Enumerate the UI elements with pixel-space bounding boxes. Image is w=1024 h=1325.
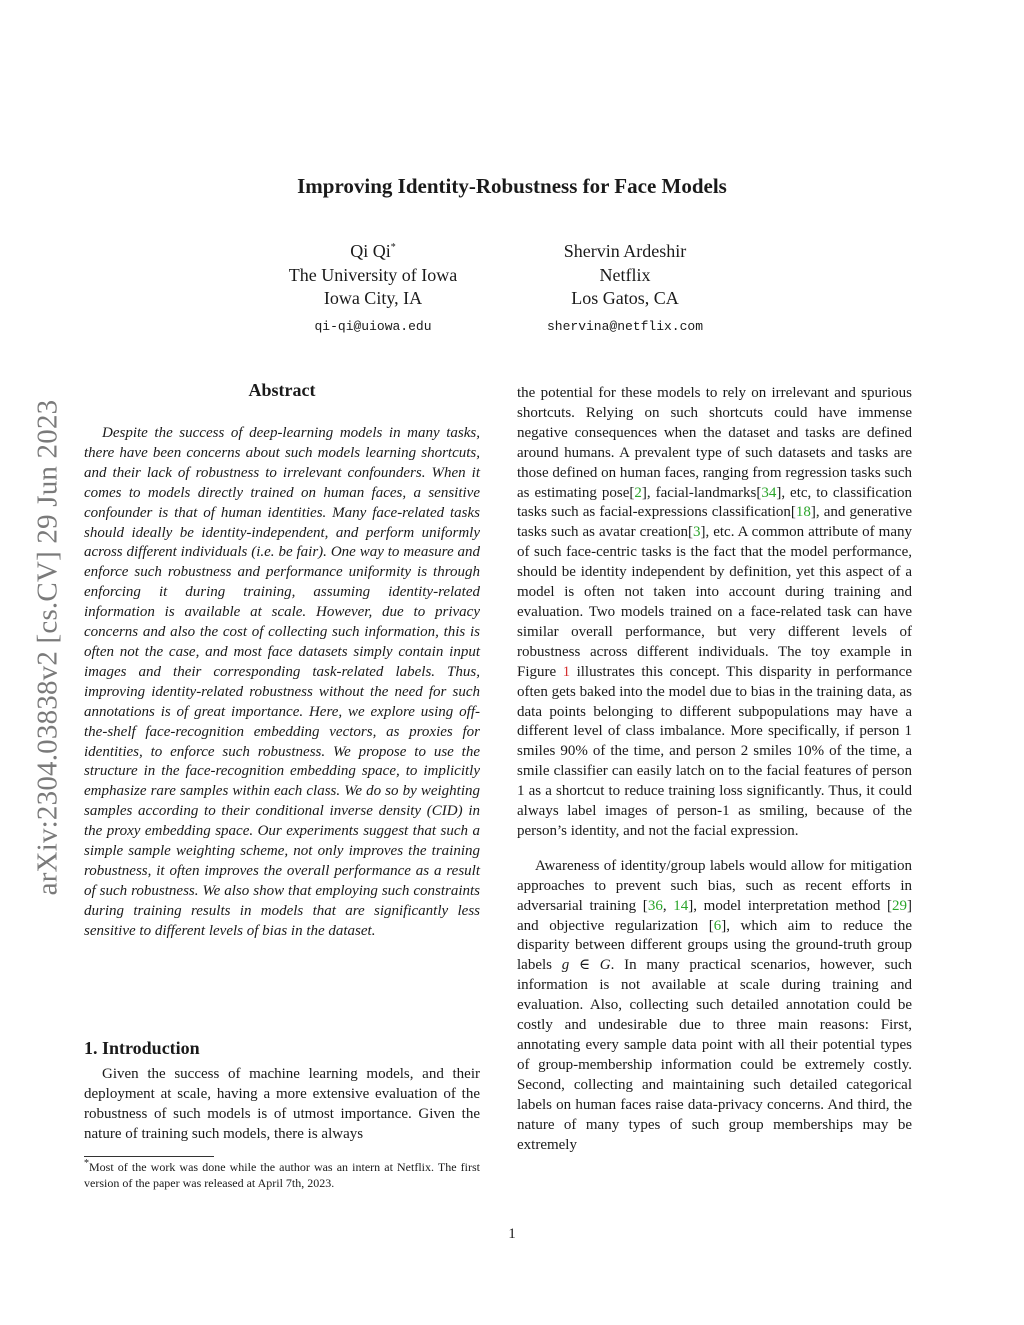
arxiv-stamp [28, 357, 68, 937]
introduction-heading: 1. Introduction [84, 1038, 200, 1058]
footnote-divider [84, 1156, 214, 1157]
footnote-mark: * [84, 1158, 89, 1169]
abstract-text: Despite the success of deep-learning models in many tasks, there have been concerns about such models learning shortcuts, and their lack of robustness to irrelevant confounders. When it comes to models directly trained on human faces, a sensitive confounder is that of human identities. Many face-related tasks should ideally be identity-independent, and perform uniformly across different individuals (i.e. be fair). One way to measure and enforce such robustness and performance uniformity is through enforcing it during training, assuming identity-related information is available at scale. However, due to privacy concerns and also the cost of collecting such information, this is often not the case, and most face datasets simply contain input images and their corresponding task-related labels. Thus, improving identity-related robustness without the need for such annotations is of great importance. Here, we explore using off-the-shelf face-recognition embedding vectors, as proxies for identities, to enforce such robustness. We propose to use the structure in the face-recognition embedding space, to implicitly emphasize rare samples within each class. We do so by weighting samples according to their conditional inverse density (CID) in the proxy embedding space. Our experiments suggest that such a simple sample weighting scheme, not only improves the training robustness, it often improves the overall performance as a result of such robustness. We also show that employing such constraints during training results in models that are significantly less sensitive to different levels of bias in the dataset. [84, 425, 480, 939]
right-paragraph-2: Awareness of identity/group labels would allow for mitigation approaches to prevent such bias, such as recent efforts in adversarial training [36, 14], model interpretation method [29] and objective regularization [6], which aim to reduce the disparity between different groups using the ground-truth group labels g ∈ G. In many practical scenarios, however, such information is not available at scale during training and evaluation. Also, collecting such detailed annotation could be costly and undesirable due to three main reasons: First, annotating every sample data point with all their potential types of group-membership information could be extremely costly. Second, collecting and maintaining such detailed categorical labels on human faces raise data-privacy concerns. And third, the nature of many types of such group memberships may be extremely [517, 857, 913, 1153]
author-affiliation: Netflix [599, 264, 651, 285]
footnote [84, 1160, 480, 1191]
introduction-section [84, 1065, 480, 1145]
citation-link[interactable]: 18 [795, 504, 811, 521]
author-location: Los Gatos, CA [571, 288, 679, 308]
author-email: shervina@netflix.com [546, 318, 704, 334]
right-column [517, 384, 912, 1155]
abstract-section [84, 424, 480, 942]
citation-link[interactable]: 29 [892, 897, 907, 914]
author-footnote-mark: * [390, 242, 396, 253]
citation-link[interactable]: 6 [713, 917, 722, 934]
introduction-text: Given the success of machine learning models, and their deployment at scale, having a more extensive evaluation of the robustness of such models is of utmost importance. Given the nature of training such models, there is always [84, 1066, 480, 1142]
citation-link[interactable]: 36 [647, 897, 663, 914]
figure-link[interactable]: 1 [562, 663, 571, 680]
paper-title: Improving Identity-Robustness for Face Models [297, 174, 727, 198]
math-symbol: G [599, 957, 611, 974]
citation-link[interactable]: 34 [761, 484, 777, 501]
author-name: Qi Qi* [350, 241, 396, 261]
citation-link[interactable]: 3 [692, 524, 701, 541]
author-email: qi-qi@uiowa.edu [314, 318, 432, 334]
author-affiliation: The University of Iowa [288, 264, 458, 285]
footnote-text: Most of the work was done while the author was an intern at Netflix. The first version of the paper was released at April 7th, 2023. [84, 1160, 480, 1190]
citation-link[interactable]: 14 [673, 897, 689, 914]
author-block-1 [262, 240, 484, 338]
right-paragraph-1: the potential for these models to rely on irrelevant and spurious shortcuts. Relying on such shortcuts could have immense negative consequences when the dataset and tasks are defined around humans. A prevalent type of such datasets and tasks are those defined on human faces, ranging from regression tasks such as estimating pose[2], facial-landmarks[34], etc, to classification tasks such as facial-expressions classification[18], and generative tasks such as avatar creation[3], etc. A common attribute of many of such face-centric tasks is the fact that the model performance, should be identity independent by definition, yet this aspect of a model is often not taken into account during training and evaluation. Two models trained on a face-related task can have similar overall performance, but very different levels of robustness across different individuals. The toy example in Figure 1 illustrates this concept. This disparity in performance often gets baked into the model due to bias in the training data, as data points belonging to different subpopulations may have a different level of class imbalance. More specifically, if person 1 smiles 90% of the time, and person 2 smiles 10% of the time, a smile classifier can easily latch on to the facial features of person 1 as a shortcut to reduce training loss significantly. Thus, it could always label images of person-1 as smiling, because of the person’s identity, and not the facial expression. [517, 385, 912, 839]
math-symbol: g [561, 957, 570, 974]
author-name: Shervin Ardeshir [563, 241, 687, 261]
citation-link[interactable]: 2 [634, 484, 642, 501]
abstract-heading: Abstract [248, 380, 316, 400]
page-number: 1 [508, 1226, 516, 1242]
author-block-2 [520, 240, 730, 338]
arxiv-id: arXiv:2304.03838v2 [cs.CV] 29 Jun 2023 [31, 399, 64, 895]
author-location: Iowa City, IA [323, 288, 423, 308]
